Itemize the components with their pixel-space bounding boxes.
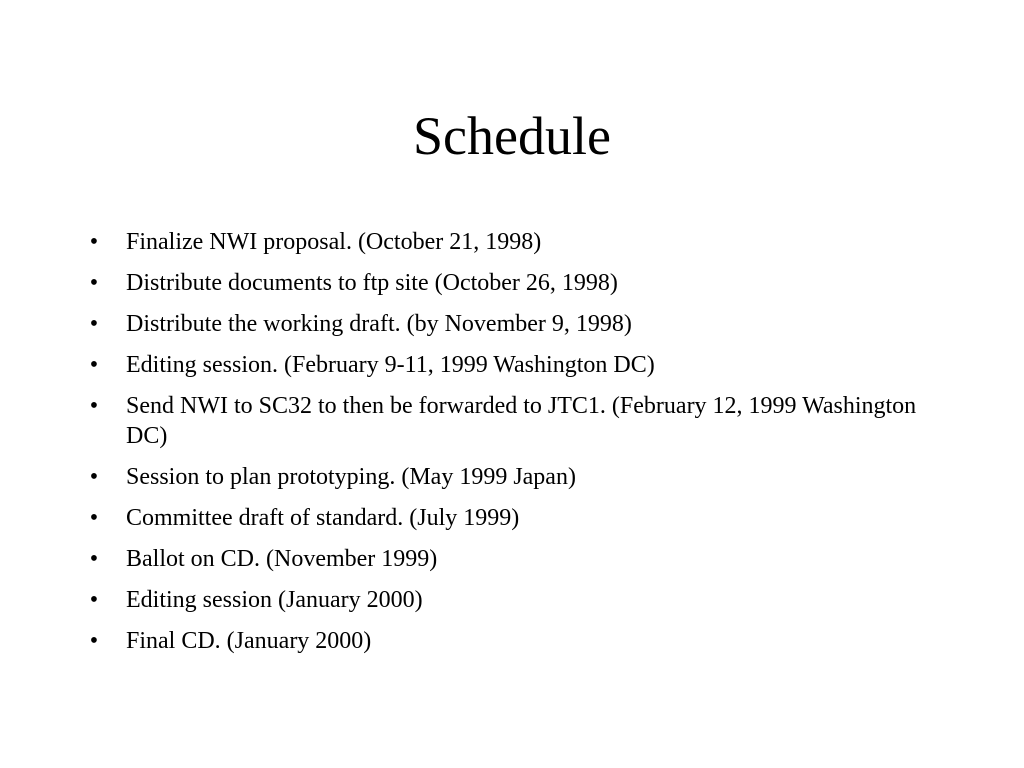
bullet-icon: • xyxy=(89,352,99,378)
bullet-icon: • xyxy=(89,311,99,337)
bullet-icon: • xyxy=(89,393,99,419)
list-item-text: Session to plan prototyping. (May 1999 Japan) xyxy=(126,464,576,490)
list-item xyxy=(84,268,944,298)
list-item xyxy=(84,350,944,380)
bullet-icon: • xyxy=(89,546,99,572)
list-item xyxy=(84,227,944,257)
list-item xyxy=(84,626,944,656)
list-item-text: Ballot on CD. (November 1999) xyxy=(126,546,438,572)
list-item-text: Finalize NWI proposal. (October 21, 1998) xyxy=(126,229,542,255)
list-item-text: Send NWI to SC32 to then be forwarded to JTC1. (February 12, 1999 Washington DC) xyxy=(126,393,917,449)
bullet-icon: • xyxy=(89,505,99,531)
list-item xyxy=(84,544,944,574)
schedule-list xyxy=(84,227,944,667)
slide-title: Schedule xyxy=(413,106,611,166)
list-item-text: Editing session (January 2000) xyxy=(126,587,423,613)
bullet-icon: • xyxy=(89,270,99,296)
list-item-text: Distribute the working draft. (by November 9, 1998) xyxy=(126,311,632,337)
list-item-text: Committee draft of standard. (July 1999) xyxy=(126,505,520,531)
list-item-text: Editing session. (February 9-11, 1999 Washington DC) xyxy=(126,352,655,378)
bullet-icon: • xyxy=(89,587,99,613)
list-item xyxy=(84,309,944,339)
list-item-text: Distribute documents to ftp site (October 26, 1998) xyxy=(126,270,618,296)
list-item xyxy=(84,503,944,533)
bullet-icon: • xyxy=(89,464,99,490)
bullet-icon: • xyxy=(89,628,99,654)
list-item xyxy=(84,585,944,615)
list-item xyxy=(84,391,944,451)
list-item-text: Final CD. (January 2000) xyxy=(126,628,372,654)
list-item xyxy=(84,462,944,492)
bullet-icon: • xyxy=(89,229,99,255)
